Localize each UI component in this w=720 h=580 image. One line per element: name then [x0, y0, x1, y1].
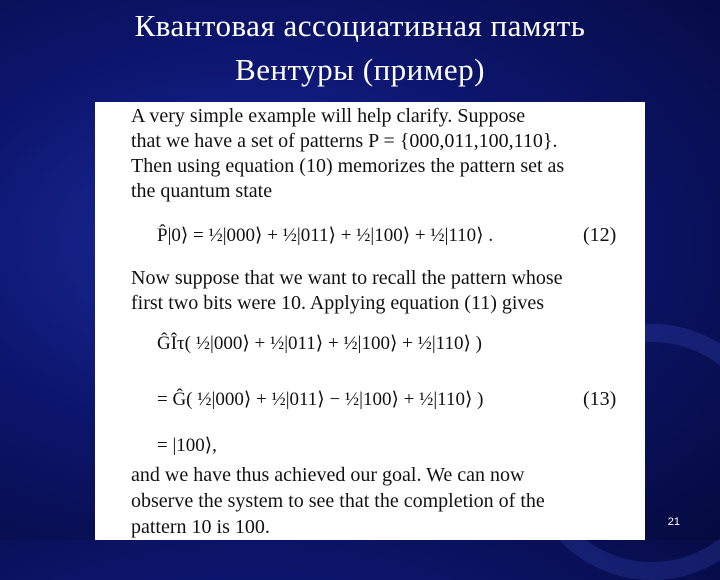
text-line: that we have a set of patterns P = {000,011,100,110}.	[131, 130, 558, 152]
text-line: observe the system to see that the completion of the	[131, 490, 545, 512]
equation-13-line-1: ĜÎτ( ½|000⟩ + ½|011⟩ + ½|100⟩ + ½|110⟩ )	[157, 333, 482, 354]
text-line: Then using equation (10) memorizes the pattern set as	[131, 155, 565, 177]
text-line: and we have thus achieved our goal. We can now	[131, 464, 525, 486]
text-line: A very simple example will help clarify. Suppose	[131, 105, 526, 127]
slide-title	[60, 4, 660, 92]
paper-excerpt	[95, 102, 645, 540]
text-line: the quantum state	[131, 180, 273, 202]
text-line: first two bits were 10. Applying equation (11) gives	[131, 292, 545, 314]
equation-13-line-2: = Ĝ( ½|000⟩ + ½|011⟩ − ½|100⟩ + ½|110⟩ )	[157, 389, 484, 410]
equation-12: P̂|0⟩ = ½|000⟩ + ½|011⟩ + ½|100⟩ + ½|110⟩ .	[157, 225, 494, 246]
equation-13-number: (13)	[583, 388, 617, 410]
equation-13-line-3: = |100⟩,	[157, 435, 217, 456]
text-line: pattern 10 is 100.	[131, 516, 270, 538]
equation-12-number: (12)	[583, 224, 617, 246]
slide-title-line-2: Вентуры (пример)	[235, 52, 485, 87]
text-line: Now suppose that we want to recall the pattern whose	[131, 267, 563, 289]
slide-title-line-1: Квантовая ассоциативная память	[134, 8, 586, 43]
slide-number: 21	[667, 516, 680, 528]
